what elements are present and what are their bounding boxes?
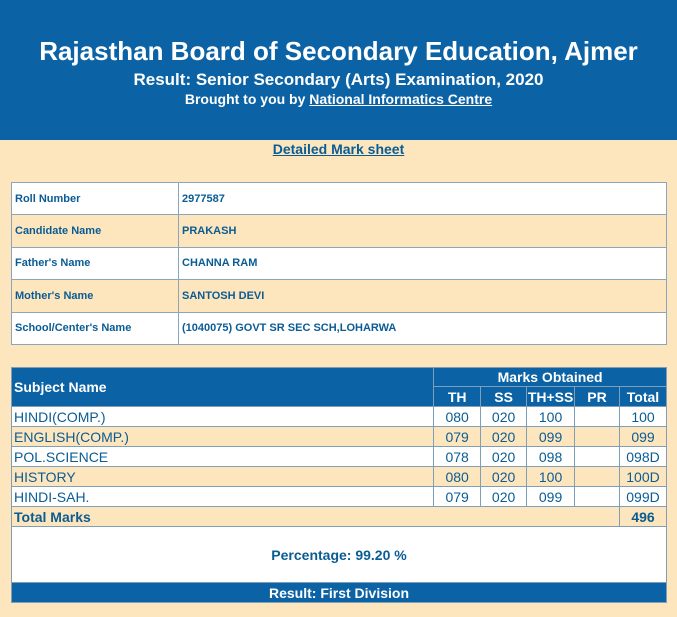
total-mark: 099D [619,487,666,507]
candidate-name-label: Candidate Name [12,215,179,247]
exam-subtitle: Result: Senior Secondary (Arts) Examination, 2020 [133,70,544,89]
info-row-roll [12,183,667,215]
subject-name: HINDI-SAH. [12,487,434,507]
school-name-label: School/Center's Name [12,312,179,344]
ss-mark: 020 [481,407,527,427]
father-name-value: CHANNA RAM [179,247,667,279]
table-row [12,407,667,427]
board-title: Rajasthan Board of Secondary Education, Ajmer [39,36,638,66]
subject-name: HINDI(COMP.) [12,407,434,427]
col-pr-header: PR [575,387,620,407]
total-mark: 100 [619,407,666,427]
brought-by-line [0,91,677,107]
result-text: Result: First Division [12,583,667,603]
th-mark: 079 [434,427,481,447]
total-mark: 098D [619,447,666,467]
total-mark: 099 [619,427,666,447]
subject-name: ENGLISH(COMP.) [12,427,434,447]
brought-prefix: Brought to you by [184,91,310,107]
nic-link[interactable]: National Informatics Centre [309,91,493,107]
table-row [12,467,667,487]
pr-mark [575,407,620,427]
roll-number-label: Roll Number [12,183,179,215]
ss-mark: 020 [481,467,527,487]
info-row-mother [12,280,667,312]
candidate-info-table [11,182,667,345]
school-name-value: (1040075) GOVT SR SEC SCH,LOHARWA [179,312,667,344]
col-thss-header: TH+SS [527,388,574,405]
marks-table [11,367,667,603]
th-mark: 080 [434,467,481,487]
marks-header-row [12,368,667,387]
thss-mark: 099 [527,427,575,447]
thss-mark: 100 [527,407,575,427]
detailed-marksheet-link[interactable]: Detailed Mark sheet [272,141,405,157]
total-mark: 100D [619,467,666,487]
table-row [12,427,667,447]
info-row-father [12,247,667,279]
total-marks-row [12,507,667,527]
page-header [0,0,677,140]
pr-mark [575,427,620,447]
thss-mark: 100 [527,467,575,487]
info-row-name [12,215,667,247]
table-row [12,447,667,467]
ss-mark: 020 [481,427,527,447]
pr-mark [575,447,620,467]
percentage-text: Percentage: 99.20 % [12,527,667,583]
roll-number-value: 2977587 [179,183,667,215]
info-row-school [12,312,667,344]
percentage-row [12,527,667,583]
thss-mark: 099 [527,487,575,507]
col-total-header: Total [619,387,666,407]
subject-name-header: Subject Name [12,368,434,407]
pr-mark [575,487,620,507]
ss-mark: 020 [481,447,527,467]
thss-mark: 098 [527,447,575,467]
mother-name-value: SANTOSH DEVI [179,280,667,312]
col-th-header: TH [434,387,481,407]
table-row [12,487,667,507]
ss-mark: 020 [481,487,527,507]
pr-mark [575,467,620,487]
father-name-label: Father's Name [12,247,179,279]
subject-name: HISTORY [12,467,434,487]
result-row [12,583,667,603]
subject-name: POL.SCIENCE [12,447,434,467]
col-ss-header: SS [481,387,527,407]
marks-obtained-header: Marks Obtained [434,368,667,387]
total-marks-label: Total Marks [12,507,620,527]
mother-name-label: Mother's Name [12,280,179,312]
th-mark: 078 [434,447,481,467]
total-marks-value: 496 [619,507,666,527]
th-mark: 079 [434,487,481,507]
th-mark: 080 [434,407,481,427]
candidate-name-value: PRAKASH [179,215,667,247]
